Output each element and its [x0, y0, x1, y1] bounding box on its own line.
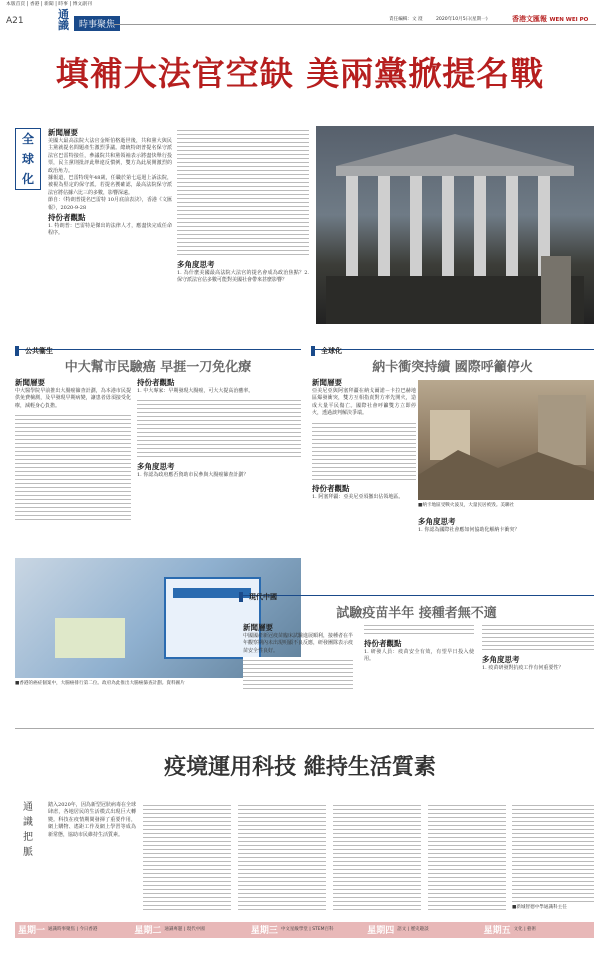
footer-cell[interactable] [481, 922, 594, 936]
story4-body-lines [243, 657, 353, 691]
supreme-court-drawing [316, 126, 594, 324]
weekly-footer [15, 922, 594, 938]
story4-col3-lines [482, 622, 594, 652]
story4-q-text: 1. 疫苗研發對抗疫工作有何重要性？ [482, 665, 564, 671]
story2-kp-text: 1. 中大專家：早期發現大腸癌，可大大提高治癒率。 [137, 388, 254, 394]
story2-bg-text: 中大醫學院早前推出大腸癌篩查計劃，為本港市民提供免費檢測，及早發現早期病變，讓患者毋須接受化療，減輕身心負擔。 [15, 388, 131, 409]
section-label: 現代中國 [239, 592, 277, 602]
story2-kp-heading: 持份者觀點 [137, 378, 175, 387]
breadcrumb[interactable]: 本版首頁 | 香港 | 新聞 | 時事 | 博文副刊 [6, 2, 92, 7]
story5-col2 [143, 802, 231, 912]
section-logo-char-2: 識 [58, 19, 69, 32]
footer-text: 語文 | 歷史趣談 [397, 927, 429, 932]
story1-body-lines [177, 127, 309, 255]
footer-cell[interactable] [15, 922, 128, 936]
section-logo-char-1: 通 [58, 8, 69, 21]
section-label: 全球化 [311, 346, 342, 356]
footer-text: 通識時事聚焦 | 今日香港 [48, 927, 98, 932]
footer-day: 星期五 [483, 925, 511, 936]
story5-tag-char: 通 [23, 802, 33, 813]
war-damage-photo [418, 380, 594, 500]
global-tag-char: 全 [21, 132, 34, 146]
page-number: A21 [6, 16, 24, 26]
story2-caption: ■香港的癌症個案中，大腸癌排行第二位。政府為此推出大腸癌篩查計劃。資料圖片 [15, 681, 185, 686]
footer-text: 通識專題 | 現代中國 [164, 927, 205, 932]
global-tag-char: 球 [21, 152, 34, 166]
story5-tag-char: 脈 [23, 847, 33, 858]
story2-bg-heading: 新聞層要 [15, 378, 45, 387]
footer-day: 星期四 [367, 925, 395, 936]
section-bar-public-health [15, 338, 301, 355]
story1-q-text: 1. 為什麼美國最高法院大法官的提名會成為政治焦點？2. 保守派法官佔多數可能對美國社會帶來甚麼影響？ [177, 270, 309, 284]
footer-day: 星期一 [18, 925, 46, 936]
global-tag-char: 化 [21, 172, 34, 186]
main-headline: 填補大法官空缺 美兩黨掀提名戰 [55, 54, 545, 93]
story2-body-lines [15, 412, 131, 522]
story3-col3 [418, 516, 594, 534]
story5-tag-char: 識 [23, 817, 33, 828]
story5-author: ■新城智德中學通識科主任 [512, 905, 567, 910]
story4-kp-text: 1. 研發人員：疫苗安全有效，有望早日投入使用。 [364, 649, 474, 663]
rubble-drawing [418, 380, 594, 500]
story5-col5 [428, 802, 506, 912]
story4-col3 [482, 622, 594, 672]
story4-bg-heading: 新聞層要 [243, 623, 273, 632]
story3-body-lines [312, 420, 416, 480]
story5-col1 [48, 802, 136, 839]
story5-tag [17, 800, 39, 860]
global-tag [15, 128, 41, 190]
story2-q-text: 1. 你認為政府應否資助市民參與大腸癌篩查計劃？ [137, 472, 249, 479]
footer-text: 文化 | 藝術 [513, 927, 537, 932]
date: 2020年10月5日(星期一) [436, 17, 488, 22]
story1-col2 [177, 127, 309, 285]
story4-col2-lines [364, 622, 474, 636]
story4-col2 [364, 622, 474, 664]
masthead [4, 2, 596, 36]
story3-kp-text: 1. 阿塞拜疆：亞美尼亞須撤出佔領地區。 [312, 493, 404, 500]
story3-title: 納卡衝突持續 國際呼籲停火 [372, 360, 533, 375]
story5-body: 踏入2020年，因為新型冠狀病毒在全球肆虐，各地居民的生活模式出現巨大轉變。科技在疫情期間發揮了重要作用，網上購物、遙距工作及網上學習等成為新常態，協助市民維持生活質素。 [48, 802, 136, 838]
story5-col6 [512, 802, 594, 902]
story4-q-heading: 多角度思考 [482, 655, 520, 664]
story4-bg-text: 中國國產新冠疫苗臨床試驗進展順利，接種者在半年觀察期內未出現明顯不良反應，研發團隊表示疫苗安全性良好。 [243, 633, 354, 654]
story1-bg-text-2: 據報道，巴雷特現年48歲，任職於第七巡迴上訴法院，被視為堅定的保守派。若提名獲確認，最高法院保守派法官將佔據六比三的多數，影響深遠。 [48, 175, 172, 196]
footer-cell[interactable] [364, 922, 477, 936]
story1-kp-heading: 持份者觀點 [48, 213, 86, 223]
story5-divider [15, 728, 594, 729]
header-rule [114, 24, 596, 25]
footer-text: 中文星級學堂 | STEM百科 [280, 927, 334, 932]
story2-title: 中大幫市民驗癌 早捱一刀免化療 [64, 360, 252, 375]
paper-name-en: WEN WEI PO [549, 17, 589, 23]
story1-source: 節自：《特朗普提名巴雷特 10月底前表決》，香港《文匯報》，2020-9-28 [48, 197, 172, 211]
editor: 責任編輯：文 澄 [389, 17, 423, 22]
paper-name-cn: 香港文匯報 [512, 15, 547, 23]
paper-logo [512, 14, 588, 24]
story4-col1 [243, 622, 353, 691]
story3-bg-heading: 新聞層要 [312, 378, 342, 387]
story5-col3 [238, 802, 326, 912]
section-bar-modern-china [239, 584, 594, 601]
story3-bg-text: 亞美尼亞與阿塞拜疆在納戈爾諾－卡拉巴赫地區爆發衝突，雙方互相指責對方率先開火，造成大量平民傷亡。國際社會呼籲雙方立即停火，透過談判解決爭端。 [312, 388, 416, 417]
story5-col4 [333, 802, 421, 912]
story2-col1 [15, 377, 131, 522]
story1-q-heading: 多角度思考 [177, 260, 215, 269]
section-logo [58, 9, 69, 31]
section-title: 時事聚焦 [74, 16, 120, 31]
supreme-court-photo [316, 126, 594, 324]
story3-q-heading: 多角度思考 [418, 517, 456, 526]
story2-q-heading: 多角度思考 [137, 462, 175, 472]
footer-day: 星期二 [134, 925, 162, 936]
story5-title: 疫境運用科技 維持生活質素 [164, 754, 436, 780]
story3-col1 [262, 377, 416, 501]
footer-cell[interactable] [131, 922, 244, 936]
footer-day: 星期三 [250, 925, 278, 936]
story4-kp-heading: 持份者觀點 [364, 639, 402, 648]
story1-kp-text: 1. 特朗普：巴雷特是傑出的法律人才，應盡快完成任命程序。 [48, 223, 172, 237]
story1-bg-text: 美國大最高法院大法官金斯伯格逝世後，共和黨大與民主黨就提名問題產生激烈爭議。總統特朗普提名保守派法官巴雷特接任，參議院共和黨領袖表示將盡快舉行投票，民主黨則批評此舉違反慣例，雙方為此展開激烈的政治角力。 [48, 138, 172, 174]
story5-tag-char: 把 [23, 832, 33, 843]
section-label: 公共衞生 [15, 346, 53, 356]
story4-title: 試驗疫苗半年 接種者無不適 [336, 606, 497, 621]
story3-caption: ■納卡地區受戰火波及，大量民居被毀。美聯社 [418, 503, 515, 508]
section-bar-global [311, 338, 594, 355]
footer-cell[interactable] [248, 922, 361, 936]
story1-col1 [48, 127, 172, 238]
story3-kp-heading: 持份者觀點 [312, 483, 350, 493]
story3-q-text: 1. 你認為國際社會應如何協助化解納卡衝突？ [418, 527, 520, 533]
story1-bg-heading: 新聞層要 [48, 128, 78, 137]
